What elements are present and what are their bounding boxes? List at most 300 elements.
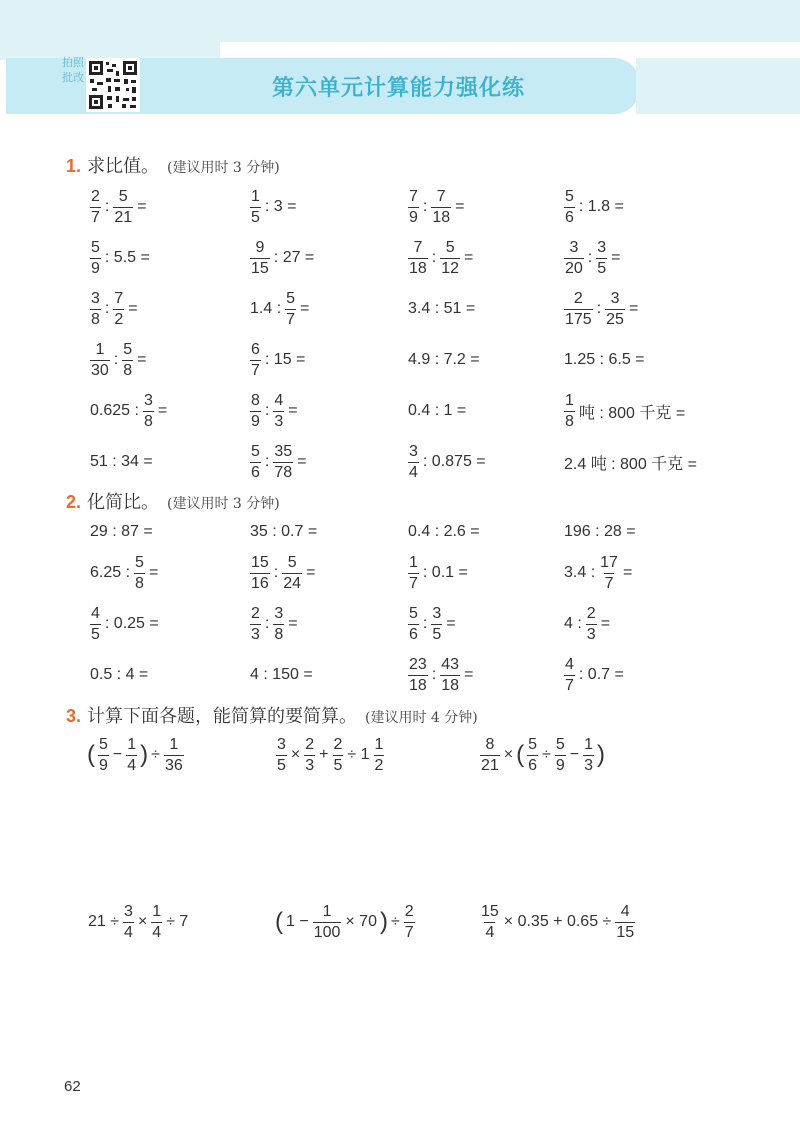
fraction (408, 606, 419, 643)
expression-text: 0.4 : 1 = (408, 402, 467, 419)
problem-38 (248, 653, 315, 697)
expression-text: × 70 (345, 913, 377, 930)
problem-18 (248, 389, 300, 433)
denominator: 5 (277, 756, 286, 774)
numerator: 1 (127, 735, 137, 753)
denominator: 7 (251, 361, 260, 379)
fraction (408, 189, 419, 226)
parenthesis: ( (516, 741, 525, 768)
numerator: 7 (436, 187, 446, 205)
header-cyan-left (0, 0, 220, 60)
denominator: 24 (283, 574, 302, 592)
fraction (440, 240, 460, 277)
fraction (273, 606, 284, 643)
denominator: 7 (565, 676, 574, 694)
fraction (333, 737, 344, 774)
expression-text: × (137, 913, 148, 930)
expression-text: ÷ 7 (166, 913, 189, 930)
numerator: 1 (169, 735, 179, 753)
section-hint: (建议用时 3 分钟) (167, 160, 280, 176)
expression-text: ÷ 1 (347, 746, 370, 763)
denominator: 8 (123, 361, 133, 379)
fraction (304, 737, 315, 774)
problem-45 (274, 900, 417, 944)
fraction (313, 904, 342, 941)
denominator: 20 (565, 259, 583, 277)
problem-6 (248, 236, 316, 280)
numerator: 5 (287, 553, 297, 571)
expression-text: : (264, 453, 270, 470)
expression-text: 0.5 : 4 = (90, 666, 149, 683)
numerator: 7 (409, 187, 418, 205)
numerator: 5 (99, 735, 108, 753)
fraction (527, 737, 538, 774)
expression-text: : (264, 615, 270, 632)
fraction (90, 240, 101, 277)
numerator: 3 (409, 442, 418, 460)
fraction (285, 291, 296, 328)
expression-text: : (587, 249, 593, 266)
fraction (98, 737, 109, 774)
denominator: 3 (251, 625, 260, 643)
expression-text: × (503, 746, 514, 763)
expression-text: : 3 = (264, 198, 297, 215)
expression-text: 51 : 34 = (90, 453, 153, 470)
denominator: 4 (127, 756, 137, 774)
problem-3 (406, 185, 467, 229)
expression-text: 4.9 : 7.2 = (408, 351, 480, 368)
numerator: 1 (95, 340, 105, 358)
numerator: 1 (584, 735, 593, 753)
fraction (113, 291, 124, 328)
expression-text: : 0.7 = (578, 666, 624, 683)
expression-text: : (264, 402, 270, 419)
expression-text: = (464, 666, 474, 683)
numerator: 5 (286, 289, 296, 307)
expression-text: 4 : (564, 615, 582, 632)
denominator: 18 (409, 676, 427, 694)
fraction (134, 555, 145, 592)
fraction (250, 606, 261, 643)
fraction (143, 393, 154, 430)
problem-30 (248, 551, 317, 595)
parenthesis: ) (379, 908, 388, 935)
section-hint: (建议用时 3 分钟) (167, 496, 280, 512)
denominator: 21 (114, 208, 133, 226)
fraction (151, 904, 162, 941)
parenthesis: ( (275, 908, 283, 935)
denominator: 4 (485, 923, 495, 941)
qr-code[interactable] (86, 58, 140, 112)
numerator: 3 (277, 735, 286, 753)
problem-27 (406, 510, 482, 554)
fraction (615, 904, 635, 941)
parenthesis: ( (87, 741, 95, 768)
expression-text: = (446, 615, 456, 632)
section-1-heading (66, 152, 280, 178)
section-hint: (建议用时 4 分钟) (365, 710, 478, 726)
fraction (273, 393, 284, 430)
problem-4 (562, 185, 626, 229)
denominator: 5 (91, 625, 100, 643)
denominator: 18 (432, 208, 451, 226)
problem-37 (88, 653, 150, 697)
fraction (431, 189, 451, 226)
numerator: 7 (413, 238, 423, 256)
numerator: 3 (569, 238, 579, 256)
fraction (564, 291, 593, 328)
numerator: 17 (600, 553, 618, 571)
expression-text: : (596, 300, 602, 317)
denominator: 4 (409, 463, 418, 481)
problem-8 (562, 236, 623, 280)
expression-text: ÷ (151, 746, 160, 763)
problem-26 (248, 510, 319, 554)
problem-43 (478, 733, 606, 777)
denominator: 8 (274, 625, 284, 643)
fraction (564, 189, 575, 226)
denominator: 16 (251, 574, 269, 592)
numerator: 4 (565, 655, 574, 673)
fraction (586, 606, 597, 643)
fraction (90, 189, 101, 226)
problem-16 (562, 338, 647, 382)
numerator: 1 (374, 735, 384, 753)
fraction (122, 342, 133, 379)
fraction (480, 737, 500, 774)
problem-42 (274, 733, 386, 777)
expression-text: : (104, 198, 110, 215)
numerator: 1 (152, 902, 162, 920)
expression-text: : (422, 615, 428, 632)
expression-text: = (157, 402, 168, 419)
fraction (126, 737, 137, 774)
denominator: 30 (91, 361, 109, 379)
numerator: 4 (91, 604, 100, 622)
numerator: 7 (114, 289, 124, 307)
numerator: 5 (555, 735, 565, 753)
denominator: 7 (409, 574, 418, 592)
numerator: 43 (441, 655, 460, 673)
denominator: 15 (616, 923, 635, 941)
problem-46 (478, 900, 637, 944)
denominator: 5 (251, 208, 260, 226)
expression-text: : (273, 564, 279, 581)
fraction (564, 240, 584, 277)
denominator: 7 (604, 574, 614, 592)
fraction (408, 657, 428, 694)
expression-text: : (431, 666, 437, 683)
expression-text: : (422, 198, 428, 215)
numerator: 8 (485, 735, 495, 753)
expression-text: : (104, 300, 110, 317)
expression-text: = (148, 564, 159, 581)
problem-35 (406, 602, 458, 646)
fraction (404, 904, 415, 941)
expression-text: = (622, 564, 633, 581)
numerator: 1 (322, 902, 332, 920)
qr-label: 拍照批改 (62, 57, 84, 84)
denominator: 8 (565, 412, 574, 430)
numerator: 5 (528, 735, 538, 753)
fraction (250, 444, 261, 481)
expression-text: 吨 : 800 千克 = (578, 404, 686, 422)
fraction (440, 657, 460, 694)
expression-text: : 0.1 = (422, 564, 468, 581)
expression-text: 1 − (286, 913, 309, 930)
denominator: 3 (584, 756, 593, 774)
numerator: 1 (251, 187, 260, 205)
fraction (374, 737, 385, 774)
numerator: 5 (251, 442, 260, 460)
denominator: 6 (251, 463, 260, 481)
numerator: 15 (481, 902, 499, 920)
fraction (583, 737, 594, 774)
title-bar-right (636, 58, 800, 114)
expression-text: = (137, 198, 147, 215)
denominator: 18 (441, 676, 460, 694)
expression-text: 4 : 150 = (250, 666, 313, 683)
numerator: 2 (404, 902, 414, 920)
fraction (250, 189, 261, 226)
problem-22 (248, 440, 309, 484)
expression-text: ÷ (390, 913, 400, 930)
expression-text: 0.625 : (90, 402, 139, 419)
fraction (250, 240, 270, 277)
expression-text: 29 : 87 = (90, 523, 153, 540)
fraction (164, 737, 184, 774)
problem-36 (562, 602, 612, 646)
expression-text: 1.4 : (250, 300, 282, 317)
numerator: 3 (124, 902, 133, 920)
expression-text: = (628, 300, 639, 317)
problem-40 (562, 653, 626, 697)
problem-39 (406, 653, 475, 697)
denominator: 36 (164, 756, 183, 774)
numerator: 6 (251, 340, 260, 358)
denominator: 3 (586, 625, 596, 643)
denominator: 7 (404, 923, 414, 941)
numerator: 9 (255, 238, 265, 256)
numerator: 3 (597, 238, 607, 256)
fraction (408, 444, 419, 481)
expression-text: = (464, 249, 474, 266)
numerator: 5 (91, 238, 100, 256)
denominator: 100 (313, 923, 341, 941)
problem-1 (88, 185, 149, 229)
expression-text: 3.4 : (564, 564, 596, 581)
expression-text: = (611, 249, 621, 266)
fraction (408, 555, 419, 592)
denominator: 4 (124, 923, 133, 941)
page-number: 62 (64, 1078, 81, 1095)
expression-text: : 15 = (264, 351, 306, 368)
expression-text: = (128, 300, 138, 317)
expression-text: : 5.5 = (104, 249, 150, 266)
expression-text: − (569, 746, 580, 763)
fraction (555, 737, 566, 774)
denominator: 25 (606, 310, 624, 328)
numerator: 3 (274, 604, 284, 622)
expression-text: 21 ÷ (88, 913, 120, 930)
problem-11 (406, 287, 477, 331)
numerator: 5 (123, 340, 133, 358)
problem-33 (88, 602, 161, 646)
fraction (250, 393, 261, 430)
fraction (276, 737, 287, 774)
fraction (90, 291, 101, 328)
expression-text: 3.4 : 51 = (408, 300, 476, 317)
section-number: 1. (66, 156, 82, 176)
problem-10 (248, 287, 311, 331)
problem-9 (88, 287, 140, 331)
numerator: 8 (251, 391, 260, 409)
denominator: 6 (565, 208, 574, 226)
denominator: 8 (91, 310, 100, 328)
denominator: 78 (274, 463, 293, 481)
numerator: 1 (409, 553, 418, 571)
numerator: 2 (333, 735, 343, 753)
denominator: 3 (274, 412, 284, 430)
section-title: 化简比。 (87, 492, 160, 512)
expression-text: + (319, 746, 329, 763)
denominator: 5 (333, 756, 343, 774)
problem-17 (88, 389, 169, 433)
expression-text: = (600, 615, 611, 632)
denominator: 9 (555, 756, 565, 774)
expression-text: = (288, 615, 298, 632)
parenthesis: ) (140, 741, 149, 768)
denominator: 7 (286, 310, 296, 328)
expression-text: : 0.25 = (104, 615, 159, 632)
numerator: 2 (251, 604, 260, 622)
numerator: 3 (91, 289, 100, 307)
denominator: 4 (152, 923, 162, 941)
numerator: 15 (251, 553, 269, 571)
fraction (431, 606, 442, 643)
expression-text: × 0.35 + 0.65 ÷ (503, 913, 612, 930)
expression-text: = (288, 402, 298, 419)
fraction (123, 904, 134, 941)
fraction (273, 444, 293, 481)
expression-text: 0.4 : 2.6 = (408, 523, 480, 540)
denominator: 8 (143, 412, 153, 430)
section-number: 2. (66, 492, 82, 512)
problem-5 (88, 236, 152, 280)
expression-text: = (297, 453, 307, 470)
fraction (90, 342, 110, 379)
problem-12 (562, 287, 640, 331)
numerator: 2 (305, 735, 315, 753)
numerator: 5 (445, 238, 455, 256)
denominator: 12 (441, 259, 460, 277)
expression-text: 35 : 0.7 = (250, 523, 318, 540)
fraction (564, 393, 575, 430)
problem-41 (86, 733, 186, 777)
expression-text: : (431, 249, 437, 266)
denominator: 15 (251, 259, 269, 277)
expression-text: : 0.875 = (422, 453, 486, 470)
section-number: 3. (66, 706, 82, 726)
denominator: 8 (135, 574, 144, 592)
problem-23 (406, 440, 488, 484)
numerator: 2 (586, 604, 596, 622)
header-cyan-strip (220, 0, 800, 42)
problem-15 (406, 338, 482, 382)
fraction (599, 555, 619, 592)
expression-text: : 1.8 = (578, 198, 624, 215)
expression-text: − (112, 746, 123, 763)
parenthesis: ) (596, 741, 605, 768)
expression-text: 196 : 28 = (564, 523, 636, 540)
denominator: 5 (597, 259, 607, 277)
numerator: 2 (91, 187, 100, 205)
expression-text: : 27 = (273, 249, 315, 266)
fraction (605, 291, 625, 328)
fraction (250, 342, 261, 379)
numerator: 5 (409, 604, 418, 622)
problem-44 (86, 900, 190, 944)
denominator: 5 (432, 625, 442, 643)
problem-29 (88, 551, 160, 595)
denominator: 9 (99, 756, 108, 774)
expression-text: ÷ (542, 746, 551, 763)
denominator: 6 (528, 756, 538, 774)
numerator: 5 (565, 187, 574, 205)
problem-31 (406, 551, 470, 595)
expression-text: : (113, 351, 119, 368)
problem-34 (248, 602, 300, 646)
expression-text: 1.25 : 6.5 = (564, 351, 645, 368)
problem-7 (406, 236, 475, 280)
problem-25 (88, 510, 155, 554)
expression-text: = (455, 198, 465, 215)
numerator: 3 (432, 604, 442, 622)
expression-text: × (290, 746, 301, 763)
numerator: 35 (274, 442, 293, 460)
fraction (250, 555, 270, 592)
problem-13 (88, 338, 149, 382)
fraction (596, 240, 607, 277)
numerator: 5 (135, 553, 144, 571)
section-title: 求比值。 (87, 156, 160, 176)
page-title: 第六单元计算能力强化练 (272, 75, 526, 100)
expression-text: = (306, 564, 316, 581)
denominator: 2 (114, 310, 124, 328)
numerator: 1 (565, 391, 574, 409)
denominator: 9 (251, 412, 260, 430)
problem-20 (562, 389, 687, 433)
problem-2 (248, 185, 298, 229)
numerator: 3 (610, 289, 620, 307)
denominator: 2 (374, 756, 384, 774)
numerator: 5 (118, 187, 128, 205)
denominator: 18 (409, 259, 427, 277)
denominator: 175 (565, 310, 592, 328)
expression-text: = (137, 351, 147, 368)
problem-21 (88, 440, 155, 484)
problem-28 (562, 510, 638, 554)
expression-text: 6.25 : (90, 564, 131, 581)
problem-19 (406, 389, 468, 433)
numerator: 4 (620, 902, 630, 920)
fraction (408, 240, 428, 277)
fraction (113, 189, 133, 226)
denominator: 6 (409, 625, 418, 643)
section-title: 计算下面各题，能简算的要简算。 (87, 706, 358, 726)
denominator: 9 (91, 259, 100, 277)
denominator: 3 (305, 756, 315, 774)
